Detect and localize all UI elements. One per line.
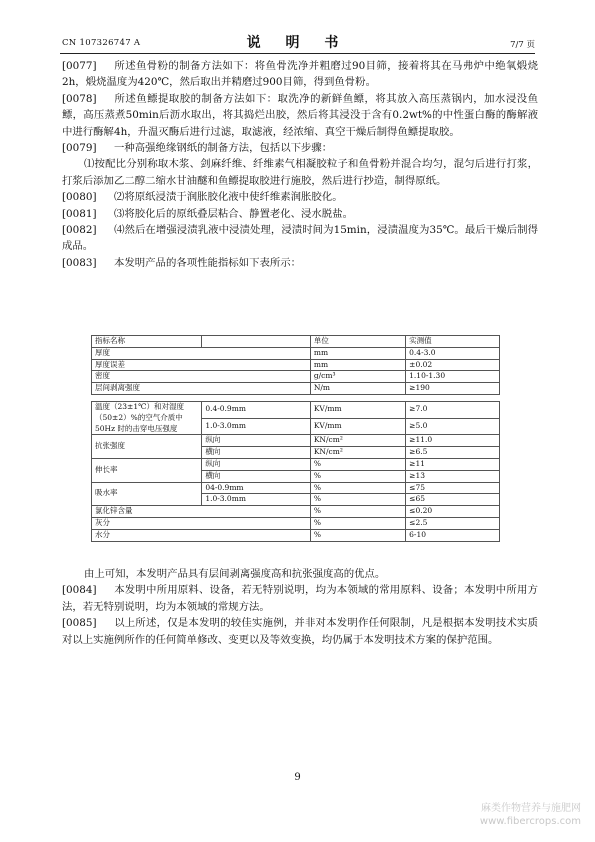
watermark-line: www.fibercrops.com bbox=[479, 816, 581, 827]
watermark bbox=[480, 802, 581, 828]
paragraph-0083 bbox=[62, 255, 538, 271]
watermark-line: 麻类作物营养与施肥网 bbox=[481, 803, 581, 814]
table-row bbox=[92, 347, 500, 359]
table-cell: 纵向 bbox=[202, 458, 311, 470]
page-number: 9 bbox=[294, 772, 301, 783]
table-cell: % bbox=[310, 517, 405, 529]
table-cell: 横向 bbox=[202, 470, 311, 482]
table-header-cell bbox=[202, 336, 311, 348]
table-cell: 厚度 bbox=[92, 347, 311, 359]
table-row bbox=[92, 482, 500, 494]
table-cell: 6-10 bbox=[406, 529, 500, 541]
table-row bbox=[92, 517, 500, 529]
table-cell: KN/cm² bbox=[310, 447, 405, 459]
table-cell: ≥11 bbox=[406, 458, 500, 470]
paragraph-0081 bbox=[62, 206, 538, 222]
header-rule bbox=[60, 53, 535, 54]
page-indicator: 7/7 页 bbox=[510, 40, 535, 50]
table-cell: 密度 bbox=[92, 371, 311, 383]
table-cell: ≥6.5 bbox=[406, 447, 500, 459]
paragraph-text: 本发明中所用原料、设备，若无特别说明，均为本领域的常用原料、设备；本发明中所用方法，若无特别说明，均为本领域的常规方法。 bbox=[62, 584, 538, 613]
table-cell: g/cm³ bbox=[310, 371, 405, 383]
table-cell: 温度（23±1℃）和对湿度（50±2）%的空气介质中 50Hz 时的击穿电压强度 bbox=[92, 401, 202, 434]
table-cell: ≤2.5 bbox=[406, 517, 500, 529]
closing-text bbox=[62, 566, 538, 648]
table-cell: 层间剥离强度 bbox=[92, 383, 311, 395]
table-row bbox=[92, 383, 500, 395]
table-cell: 1.0-3.0mm bbox=[202, 494, 311, 506]
paragraph-text: ⑵将原纸浸渍于润胀胶化液中使纤维素润胀胶化。 bbox=[114, 191, 343, 204]
table-row bbox=[92, 458, 500, 470]
table-cell: ±0.02 bbox=[406, 359, 500, 371]
table-header-cell: 实测值 bbox=[406, 336, 500, 348]
document-id: CN 107326747 A bbox=[62, 38, 141, 48]
paragraph-0078 bbox=[62, 91, 538, 140]
paragraph-0079 bbox=[62, 140, 538, 156]
table-row bbox=[92, 435, 500, 447]
paragraph-text: 所述鱼骨粉的制备方法如下：将鱼骨洗净并粗磨过90目筛，接着将其在马弗炉中绝氧煅烧2h，煅烧温度为420℃，然后取出并精磨过900目筛，得到鱼骨粉。 bbox=[62, 60, 538, 89]
paragraph-text: ⑷然后在增强浸渍乳液中浸渍处理，浸渍时间为15min，浸渍温度为35℃。最后干燥后制得成品。 bbox=[62, 224, 538, 253]
paragraph-text: 以上所述，仅是本发明的较佳实施例，并非对本发明作任何限制，凡是根据本发明技术实质对以上实施例所作的任何简单修改、变更以及等效变换，均仍属于本发明技术方案的保护范围。 bbox=[62, 617, 538, 646]
table-header-row bbox=[92, 336, 500, 348]
table-cell: ≥13 bbox=[406, 470, 500, 482]
paragraph-0085 bbox=[62, 615, 538, 648]
table-cell: mm bbox=[310, 347, 405, 359]
table-row bbox=[92, 529, 500, 541]
table-cell: 水分 bbox=[92, 529, 311, 541]
paragraph-0077 bbox=[62, 58, 538, 91]
table-cell: 0.4-0.9mm bbox=[202, 401, 311, 418]
table-cell: 抗张强度 bbox=[92, 435, 202, 459]
paragraph-number: [0079] bbox=[62, 142, 97, 155]
table-cell: ≤75 bbox=[406, 482, 500, 494]
paragraph-step-1 bbox=[62, 156, 538, 189]
table-cell: 04-0.9mm bbox=[202, 482, 311, 494]
table-cell: KV/mm bbox=[310, 401, 405, 418]
table-cell: % bbox=[310, 494, 405, 506]
table-cell: 厚度误差 bbox=[92, 359, 311, 371]
table-cell: 灰分 bbox=[92, 517, 311, 529]
paragraph-number: [0077] bbox=[62, 60, 97, 72]
table-cell: KN/cm² bbox=[310, 435, 405, 447]
paragraph-number: [0085] bbox=[62, 617, 97, 630]
table-cell: KV/mm bbox=[310, 418, 405, 435]
table-cell: ≥11.0 bbox=[406, 435, 500, 447]
table-cell: N/m bbox=[310, 383, 405, 395]
table-cell: % bbox=[310, 529, 405, 541]
paragraph-text: 一种高强绝缘钢纸的制备方法，包括以下步骤： bbox=[114, 142, 333, 155]
table-cell: % bbox=[310, 506, 405, 518]
table-cell: % bbox=[310, 458, 405, 470]
paragraph-text: 所述鱼鳔提取胶的制备方法如下：取洗净的新鲜鱼鳔，将其放入高压蒸锅内，加水浸没鱼鳔，高压蒸煮50min后沥水取出，将其捣烂出胶，然后将其浸没于含有0.2wt%的中性蛋白酶的酶解液中进行酶解4h，升温灭酶后进行过滤，取滤液，经浓缩、真空干燥后制得鱼鳔提取胶。 bbox=[62, 92, 538, 138]
table-cell: % bbox=[310, 470, 405, 482]
table-cell: 氯化锌含量 bbox=[92, 506, 311, 518]
paragraph-text: ⑴按配比分别称取木浆、剑麻纤维、纤维素气相凝胶粒子和鱼骨粉并混合均匀，混匀后进行打浆，打浆后添加乙二醇二缩水甘油醚和鱼鳔提取胶进行施胶，然后进行抄造，制得原纸。 bbox=[62, 158, 538, 187]
paragraph-0080 bbox=[62, 189, 538, 205]
table-header-cell: 指标名称 bbox=[92, 336, 202, 348]
table-header-cell: 单位 bbox=[310, 336, 405, 348]
paragraph-0084 bbox=[62, 582, 538, 615]
body-text bbox=[62, 58, 538, 271]
paragraph-text: 由上可知，本发明产品具有层间剥离强度高和抗张强度高的优点。 bbox=[84, 568, 386, 580]
table-cell: 0.4-3.0 bbox=[406, 347, 500, 359]
paragraph-text: 本发明产品的各项性能指标如下表所示： bbox=[114, 256, 302, 269]
paragraph-number: [0080] bbox=[62, 191, 97, 204]
table-cell: % bbox=[310, 482, 405, 494]
table-cell: ≤0.20 bbox=[406, 506, 500, 518]
paragraph-number: [0082] bbox=[62, 224, 97, 237]
table-cell: mm bbox=[310, 359, 405, 371]
table-gap bbox=[92, 394, 500, 401]
table-cell: ≥5.0 bbox=[406, 418, 500, 435]
paragraph-number: [0084] bbox=[62, 584, 97, 597]
table-cell: 吸水率 bbox=[92, 482, 202, 506]
paragraph-number: [0078] bbox=[62, 92, 97, 105]
table-row bbox=[92, 359, 500, 371]
table-row bbox=[92, 371, 500, 383]
table-cell: ≤65 bbox=[406, 494, 500, 506]
table-row bbox=[92, 506, 500, 518]
performance-table bbox=[91, 335, 500, 542]
paragraph-number: [0081] bbox=[62, 207, 97, 220]
table-cell: 1.0-3.0mm bbox=[202, 418, 311, 435]
table-cell: 纵向 bbox=[202, 435, 311, 447]
paragraph-number: [0083] bbox=[62, 256, 97, 269]
table-cell: ≥7.0 bbox=[406, 401, 500, 418]
paragraph-text: ⑶将胶化后的原纸叠层粘合、静置老化、浸水脱盐。 bbox=[114, 207, 353, 220]
table-row bbox=[92, 401, 500, 418]
document-title: 说 明 书 bbox=[246, 35, 349, 51]
table-cell: 1.10-1.30 bbox=[406, 371, 500, 383]
paragraph-0082 bbox=[62, 222, 538, 255]
table-cell: ≥190 bbox=[406, 383, 500, 395]
paragraph-summary bbox=[62, 566, 538, 582]
table-cell: 伸长率 bbox=[92, 458, 202, 482]
table-cell: 横向 bbox=[202, 447, 311, 459]
